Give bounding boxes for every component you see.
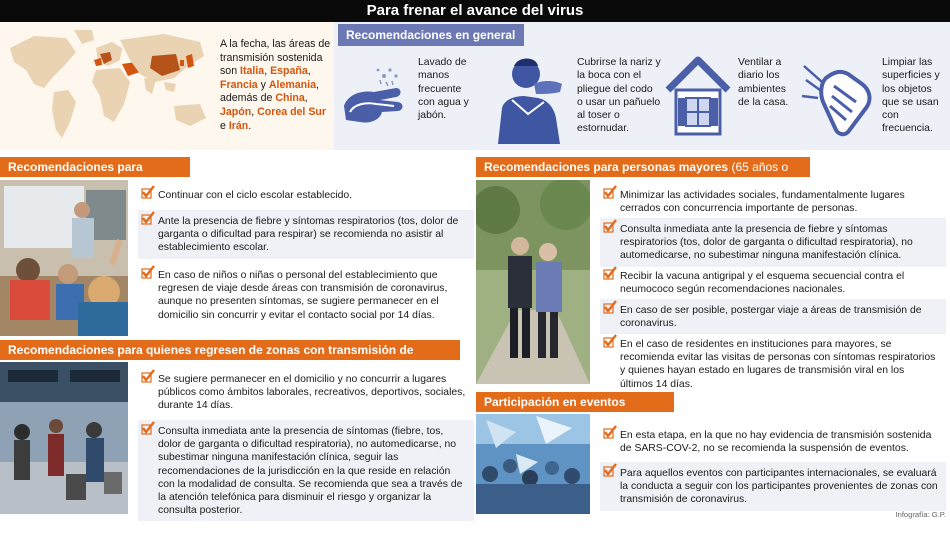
elderly-item-5: En el caso de residentes en instituciones para mayores, se recomienda evitar las visitas de personas con síntomas respiratorios y quienes hayan estado en lugares de transmisión viral en los últimos 14 días. [600,333,946,395]
elderly-item-1: Minimizar las actividades sociales, fundamentalmente lugares cerrados con concurrencia importante de personas. [600,184,946,219]
country-francia: Francia [220,78,258,91]
checkmark-icon [603,425,617,439]
house-window-icon [664,56,732,138]
elderly-header: Recomendaciones para personas mayores (65 años o [476,157,810,177]
checkmark-icon [603,334,617,348]
page-title: Para frenar el avance del virus [0,0,950,22]
checkmark-icon [603,463,617,477]
checkmark-icon [603,219,617,233]
crowd-photo [476,414,590,514]
cleaning-glove-icon [800,56,876,138]
checkmark-icon [141,421,155,435]
general-item-2: Cubrirse la nariz y la boca con el pliegue del codo o usar un pañuelo al toser o estornudar. [577,57,661,135]
checkmark-icon [603,266,617,280]
country-corea: Corea del Sur [257,105,326,118]
events-item-1: En esta etapa, en la que no hay evidencia de transmisión sostenida de SARS-COV-2, no se recomienda la suspensión de eventos. [600,424,946,459]
checkmark-icon [141,265,155,279]
general-recommendations-header: Recomendaciones en general [338,24,524,46]
checkmark-icon [141,211,155,225]
returning-header: Recomendaciones para quienes regresen de zonas con transmisión de [0,340,460,360]
checkmark-icon [141,369,155,383]
infographic-credit: Infografía: G.P. [895,510,946,519]
general-item-1: Lavado de manos frecuente con agua y jabón. [418,57,469,122]
schools-item-1: Continuar con el ciclo escolar establecido. [138,184,474,206]
country-iran: Irán [228,119,249,132]
world-map [4,26,214,144]
country-japon: Japón [220,105,252,118]
country-china: China [275,92,305,105]
checkmark-icon [603,185,617,199]
returning-item-2: Consulta inmediata ante la presencia de síntomas (fiebre, tos, dolor de garganta o dificultad respiratoria), no automedicarse, no subestimar ninguna manifestación clínica, seguir las recomendaciones de la jurisdicción en la que reside en relación con la modalidad de consulta. Se recomienda que sea a través de la atención telefónica para disminuir el riesgo y organizar la consulta posterior. [138,420,474,521]
elderly-item-3: Recibir la vacuna antigripal y el esquema secuencial contra el neumococo según recomendaciones nacionales. [600,265,946,300]
cough-elbow-icon [484,50,570,144]
elderly-item-2: Consulta inmediata ante la presencia de fiebre y síntomas respiratorios (tos, dolor de garganta o dificultad respiratoria), no automedicarse, no subestimar ninguna manifestación clínica. [600,218,946,267]
checkmark-icon [603,300,617,314]
schools-item-2: Ante la presencia de fiebre y síntomas respiratorios (tos, dolor de garganta o dificultad para respirar) se recomienda no asistir al establecimiento escolar. [138,210,474,259]
elderly-couple-photo [476,180,590,384]
country-espana: España [270,65,308,78]
classroom-photo [0,180,128,336]
airport-photo [0,362,128,514]
events-header: Participación en eventos [476,392,674,412]
hand-washing-icon [340,62,412,132]
schools-header: Recomendaciones para [0,157,190,177]
transmission-areas-text: A la fecha, las áreas de transmisión sostenida son Italia, España, Francia y Alemania, además de China, Japón, Corea del Sur e Irán. [220,38,331,132]
country-italia: Italia [240,65,265,78]
schools-item-3: En caso de niños o niñas o personal del establecimiento que regresen de viaje desde áreas con transmisión de coronavirus, aunque no presenten síntomas, se sugiere permanecer en el domicilio sin concurrir y evitar el contacto social por 14 días. [138,264,474,326]
general-item-3: Ventilar a diario los ambientes de la casa. [738,57,789,108]
returning-item-1: Se sugiere permanecer en el domicilio y no concurrir a lugares públicos como ámbitos laborales, recreativos, deportivos, sociales, durante 14 días. [138,368,474,417]
events-item-2: Para aquellos eventos con participantes internacionales, se evaluará la conducta a seguir con los participantes provenientes de zonas con transmisión de coronavirus. [600,462,946,511]
country-alemania: Alemania [268,78,316,91]
elderly-item-4: En caso de ser posible, postergar viaje a áreas de transmisión de coronavirus. [600,299,946,334]
checkmark-icon [141,185,155,199]
general-item-4: Limpiar las superficies y los objetos que se usan con frecuencia. [882,57,940,135]
